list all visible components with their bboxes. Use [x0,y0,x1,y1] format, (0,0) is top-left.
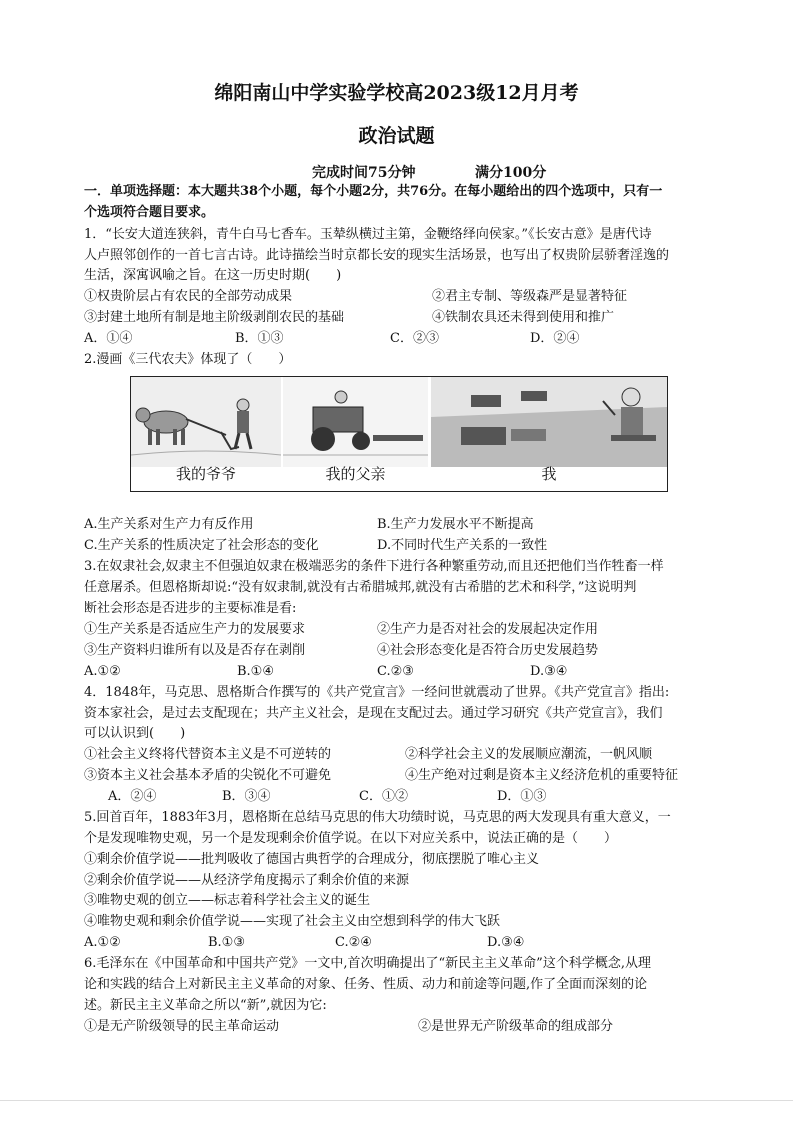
q2-choice-a: A.生产关系对生产力有反作用 [84,517,254,532]
q2-stem: 2.漫画《三代农夫》体现了（ ） [84,352,292,367]
section-heading: 一．单项选择题：本大题共38个小题，每个小题2分，共76分。在每小题给出的四个选项中，只有一 [84,184,663,199]
q3-option-2: ②生产力是否对社会的发展起决定作用 [377,622,599,637]
q4-choice-b: B．③④ [222,789,271,804]
ox-plow-illustration [131,377,281,467]
page-title: 绵阳南山中学实验学校高2023级12月月考 [214,82,579,104]
q5-stem: 个是发现唯物史观，另一个是发现剩余价值学说。在以下对应关系中，说法正确的是（ ） [84,831,618,846]
q4-option-4: ④生产绝对过剩是资本主义经济危机的重要特征 [405,768,679,783]
q3-stem: 断社会形态是否进步的主要标准是看: [84,601,297,616]
q4-stem: 可以认识到( ) [84,726,186,741]
q6-stem: 述。新民主主义革命之所以“新”,就因为它: [84,998,327,1013]
caption-me: 我 [541,465,557,483]
q2-choice-b: B.生产力发展水平不断提高 [377,517,534,532]
q4-option-2: ②科学社会主义的发展顺应潮流，一帆风顺 [405,747,653,762]
q1-choice-c: C．②③ [390,331,439,346]
page-bottom-divider [0,1100,793,1101]
q6-option-1: ①是无产阶级领导的民主革命运动 [84,1019,280,1034]
q3-stem: 3.在奴隶社会,奴隶主不但强迫奴隶在极端恶劣的条件下进行各种繁重劳动,而且还把他们当作牲畜一样 [84,559,664,574]
q5-choice-b: B.①③ [208,935,245,950]
q3-option-1: ①生产关系是否适应生产力的发展要求 [84,622,306,637]
q1-option-2: ②君主专制、等级森严是显著特征 [432,289,628,304]
caption-grandpa: 我的爷爷 [175,465,236,483]
q1-choice-a: A．①④ [84,331,133,346]
q5-choice-c: C.②④ [335,935,372,950]
cartoon-panel-me [431,377,667,490]
q6-stem: 论和实践的结合上对新民主主义革命的对象、任务、性质、动力和前途等问题,作了全面而深刻的论 [84,977,648,992]
q5-stem: 5.回首百年，1883年3月，恩格斯在总结马克思的伟大功绩时说，马克思的两大发现具有重大意义，一 [84,810,671,825]
q4-stem: 资本家社会，是过去支配现在；共产主义社会，是现在支配过去。通过学习研究《共产党宣言》，我们 [84,706,663,721]
cartoon-three-generations [130,376,668,492]
subject-title: 政治试题 [358,125,435,147]
q1-option-3: ③封建土地所有制是地主阶级剥削农民的基础 [84,310,345,325]
q5-option-3: ③唯物史观的创立——标志着科学社会主义的诞生 [84,893,371,908]
q3-stem: 任意屠杀。但恩格斯却说:“没有奴隶制,就没有古希腊城邦,就没有古希腊的艺术和科学，”这说明判 [84,580,637,595]
exam-time: 完成时间75分钟 [312,165,416,181]
cartoon-panel-grandpa [131,377,281,490]
q6-option-2: ②是世界无产阶级革命的组成部分 [418,1019,614,1034]
exam-score: 满分100分 [475,165,547,181]
q4-choice-a: A．②④ [108,789,157,804]
q1-option-1: ①权贵阶层占有农民的全部劳动成果 [84,289,293,304]
q1-stem: 1．“长安大道连狭斜，青牛白马七香车。玉辇纵横过主第，金鞭络绎向侯家。”《长安古意》是唐代诗 [84,227,652,242]
caption-father: 我的父亲 [325,465,386,483]
tractor-illustration [283,377,428,467]
q4-option-3: ③资本主义社会基本矛盾的尖锐化不可避免 [84,768,332,783]
q3-choice-c: C.②③ [377,664,414,679]
q2-choice-c: C.生产关系的性质决定了社会形态的变化 [84,538,319,553]
q1-choice-b: B．①③ [235,331,284,346]
q1-stem: 人卢照邻创作的一首七言古诗。此诗描绘当时京都长安的现实生活场景，也写出了权贵阶层骄奢淫逸的 [84,248,670,263]
q5-option-2: ②剩余价值学说——从经济学角度揭示了剩余价值的来源 [84,873,410,888]
q4-choice-d: D．①③ [497,789,547,804]
automated-farming-illustration [431,377,667,467]
q4-choice-c: C．①② [359,789,408,804]
q1-stem: 生活，深寓讽喻之旨。在这一历史时期( ) [84,268,342,283]
q3-choice-a: A.①② [84,664,121,679]
q4-stem: 4．1848年，马克思、恩格斯合作撰写的《共产党宣言》一经问世就震动了世界。《共产党宣言》指出: [84,685,670,700]
cartoon-panel-father [283,377,428,490]
q4-option-1: ①社会主义终将代替资本主义是不可逆转的 [84,747,332,762]
q2-choice-d: D.不同时代生产关系的一致性 [377,538,548,553]
q1-choice-d: D．②④ [530,331,580,346]
q3-option-3: ③生产资料归谁所有以及是否存在剥削 [84,643,306,658]
q3-choice-b: B.①④ [237,664,274,679]
q3-choice-d: D.③④ [530,664,568,679]
section-heading-cont: 个选项符合题目要求。 [84,205,215,220]
q3-option-4: ④社会形态变化是否符合历史发展趋势 [377,643,599,658]
q5-choice-d: D.③④ [487,935,525,950]
q1-option-4: ④铁制农具还未得到使用和推广 [432,310,615,325]
q5-choice-a: A.①② [84,935,121,950]
q6-stem: 6.毛泽东在《中国革命和中国共产党》一文中,首次明确提出了“新民主主义革命”这个科学概念,从理 [84,956,651,971]
q5-option-1: ①剩余价值学说——批判吸收了德国古典哲学的合理成分，彻底摆脱了唯心主义 [84,852,540,867]
q5-option-4: ④唯物史观和剩余价值学说——实现了社会主义由空想到科学的伟大飞跃 [84,914,501,929]
